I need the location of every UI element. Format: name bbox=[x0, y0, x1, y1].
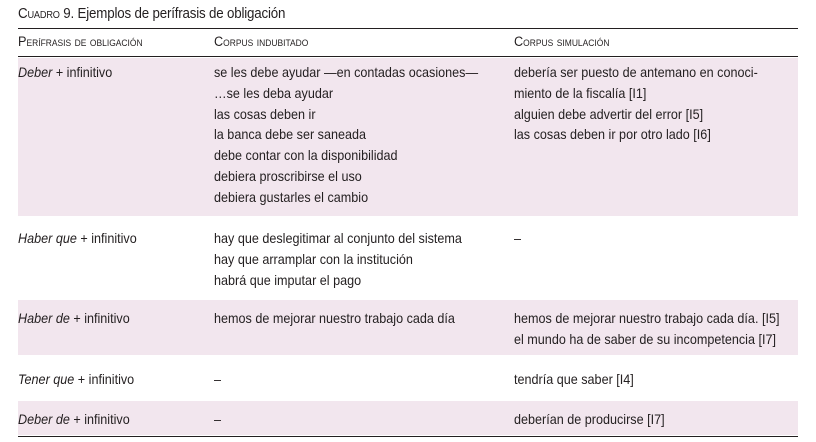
table-row bbox=[18, 362, 798, 396]
table-caption bbox=[18, 6, 285, 22]
header-corpus-simulacion: Corpus simulación bbox=[514, 34, 610, 49]
table-row bbox=[18, 401, 798, 435]
table-row bbox=[18, 224, 798, 292]
indubitado-cell bbox=[214, 409, 222, 430]
example-line: debe contar con la disponibilidad bbox=[214, 147, 398, 164]
example-line: alguien debe advertir del error [I5] bbox=[514, 105, 704, 122]
table-bottom-rule bbox=[18, 436, 798, 437]
example-line: …se les deba ayudar bbox=[214, 84, 334, 101]
caption-text: 9. Ejemplos de perífrasis de obligación bbox=[59, 6, 286, 22]
indubitado-cell bbox=[214, 308, 482, 329]
header-corpus-indubitado: Corpus indubitado bbox=[214, 34, 309, 49]
example-line: las cosas deben ir por otro lado [I6] bbox=[514, 126, 711, 143]
example-line: hay que deslegitimar al conjunto del sistema bbox=[214, 230, 462, 246]
periphrasis-suffix: + infinitivo bbox=[69, 411, 130, 427]
periphrasis-name: Deber bbox=[18, 64, 53, 80]
simulacion-cell bbox=[514, 308, 809, 350]
simulacion-cell bbox=[514, 409, 681, 430]
simulacion-cell bbox=[514, 369, 647, 390]
periphrasis-name: Deber de bbox=[18, 411, 70, 427]
example-line: miento de la fiscalía [I1] bbox=[514, 84, 647, 101]
periphrasis-suffix: + infinitivo bbox=[52, 64, 113, 80]
example-line: habrá que imputar el pago bbox=[214, 271, 362, 288]
table-row bbox=[18, 58, 798, 216]
table-top-rule bbox=[18, 28, 798, 29]
indubitado-cell bbox=[214, 228, 490, 290]
periphrasis-suffix: + infinitivo bbox=[76, 230, 137, 246]
periphrasis-cell bbox=[18, 409, 142, 430]
table-header bbox=[18, 34, 798, 54]
example-line: deberían de producirse [I7] bbox=[514, 411, 665, 427]
example-line: el mundo ha de saber de su incompetencia [I7] bbox=[514, 330, 776, 347]
periphrasis-cell bbox=[18, 308, 142, 329]
example-line: debería ser puesto de antemano en conoci- bbox=[514, 64, 758, 80]
periphrasis-cell bbox=[18, 62, 123, 83]
header-periphrasis: Perífrasis de obligación bbox=[18, 34, 143, 49]
example-line: tendría que saber [I4] bbox=[514, 371, 634, 387]
example-line: – bbox=[214, 371, 222, 387]
periphrasis-name: Haber que bbox=[18, 230, 77, 246]
periphrasis-cell bbox=[18, 369, 147, 390]
example-line: hemos de mejorar nuestro trabajo cada día. [I5] bbox=[514, 310, 780, 326]
example-line: debiera gustarles el cambio bbox=[214, 188, 369, 205]
example-line: hay que arramplar con la institución bbox=[214, 250, 413, 267]
caption-label: Cuadro bbox=[18, 6, 60, 22]
simulacion-cell bbox=[514, 62, 785, 145]
periphrasis-name: Haber de bbox=[18, 310, 70, 326]
indubitado-cell bbox=[214, 62, 507, 208]
table-header-rule bbox=[18, 56, 798, 57]
indubitado-cell bbox=[214, 369, 222, 390]
periphrasis-suffix: + infinitivo bbox=[69, 310, 130, 326]
example-line: hemos de mejorar nuestro trabajo cada día bbox=[214, 310, 455, 326]
example-line: – bbox=[214, 411, 222, 427]
example-line: – bbox=[514, 230, 522, 246]
periphrasis-suffix: + infinitivo bbox=[74, 371, 135, 387]
example-line: debiera proscribirse el uso bbox=[214, 167, 362, 184]
periphrasis-cell bbox=[18, 228, 150, 249]
example-line: se les debe ayudar —en contadas ocasiones— bbox=[214, 64, 479, 80]
example-line: las cosas deben ir bbox=[214, 105, 316, 122]
example-line: la banca debe ser saneada bbox=[214, 126, 367, 143]
periphrasis-name: Tener que bbox=[18, 371, 75, 387]
simulacion-cell bbox=[514, 228, 522, 249]
table-row bbox=[18, 300, 798, 355]
